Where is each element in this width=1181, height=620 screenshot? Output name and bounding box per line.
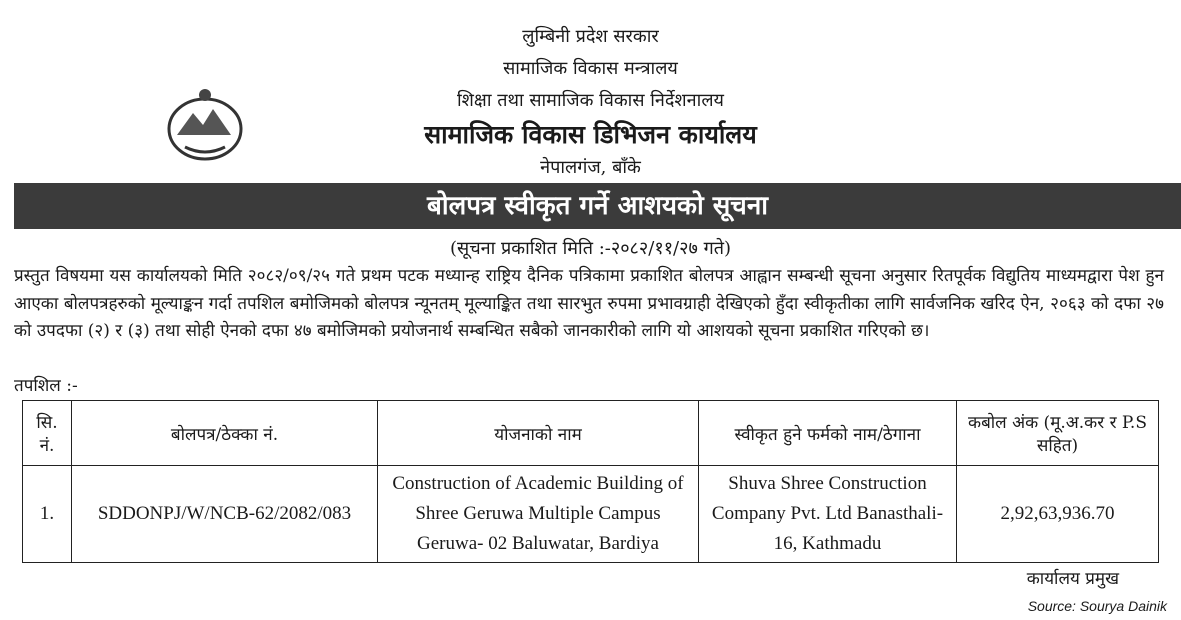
- col-amount: कबोल अंक (मू.अ.कर र P.S सहित): [957, 401, 1159, 466]
- published-date: (सूचना प्रकाशित मिति :-२०८२/११/२७ गते): [450, 238, 731, 259]
- table-header-row: [23, 401, 1159, 466]
- notice-title: बोलपत्र स्वीकृत गर्ने आशयको सूचना: [14, 183, 1181, 229]
- cell-firm: Shuva Shree Construction Company Pvt. Ltd Banasthali- 16, Kathmadu: [699, 466, 957, 563]
- notice-body: प्रस्तुत विषयमा यस कार्यालयको मिति २०८२/०९/२५ गते प्रथम पटक मध्यान्ह राष्ट्रिय दैनिक पत्रिकामा प्रकाशित बोलपत्र आह्वान सम्बन्धी सूचना अनुसार रितपूर्वक विद्युतिय माध्यमद्वारा पेश हुन आएका बोलपत्रहरुको मूल्याङ्कन गर्दा तपशिल बमोजिमको बोलपत्र न्यूनतम् मूल्याङ्कित तथा सारभुत रुपमा प्रभावग्राही देखिएको हुँदा स्वीकृतीका लागि सार्वजनिक खरिद ऐन, २०६३ को दफा २७ को उपदफा (२) र (३) तथा सोही ऐनको दफा ४७ बमोजिमको प्रयोजनार्थ सम्बन्धित सबैको जानकारीको लागि यो आशयको सूचना प्रकाशित गरिएको छ।: [14, 266, 1164, 341]
- cell-contract: SDDONPJ/W/NCB-62/2082/083: [72, 466, 378, 563]
- source-credit: Source: Sourya Dainik: [1027, 598, 1167, 614]
- cell-sn: 1.: [23, 466, 72, 563]
- bid-table: [22, 400, 1159, 563]
- signature-label: कार्यालय प्रमुख: [1026, 569, 1119, 589]
- col-sn: सि. नं.: [23, 401, 72, 466]
- table-row: [23, 466, 1159, 563]
- col-firm: स्वीकृत हुने फर्मको नाम/ठेगाना: [699, 401, 957, 466]
- header-office: सामाजिक विकास डिभिजन कार्यालय: [424, 120, 757, 149]
- header-province: लुम्बिनी प्रदेश सरकार: [522, 26, 659, 47]
- details-label: तपशिल :-: [14, 376, 78, 396]
- header-directorate: शिक्षा तथा सामाजिक विकास निर्देशनालय: [457, 90, 724, 111]
- col-project: योजनाको नाम: [378, 401, 699, 466]
- cell-project: Construction of Academic Building of Shree Geruwa Multiple Campus Geruwa- 02 Baluwatar, Bardiya: [378, 466, 699, 563]
- header-ministry: सामाजिक विकास मन्त्रालय: [503, 58, 678, 79]
- header-location: नेपालगंज, बाँके: [540, 157, 641, 178]
- cell-amount: 2,92,63,936.70: [957, 466, 1159, 563]
- col-contract: बोलपत्र/ठेक्का नं.: [72, 401, 378, 466]
